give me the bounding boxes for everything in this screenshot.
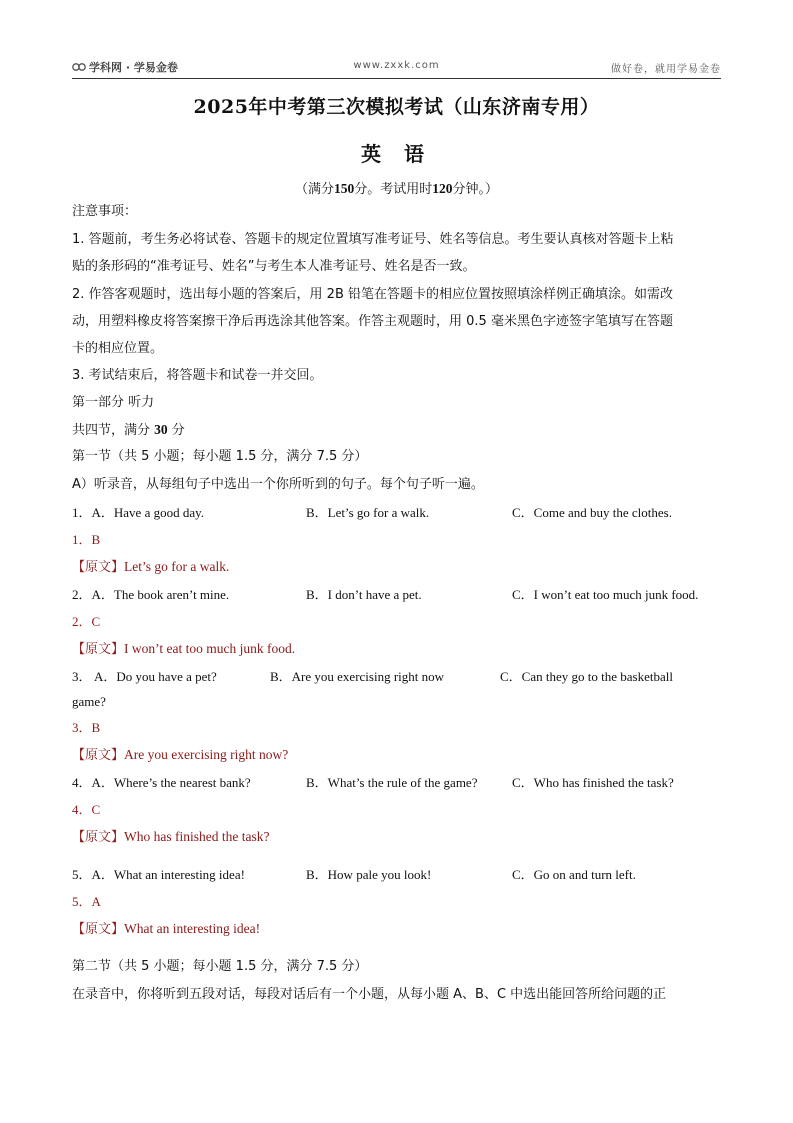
question-3-option-b: B．Are you exercising right now [270, 669, 445, 684]
question-3-option-c-continued: game? [72, 694, 106, 709]
question-4-answer: 4．C [72, 802, 101, 817]
exam-subject: 英 语 [361, 142, 432, 166]
part1-total-score: 30 [154, 422, 168, 437]
original-label: 【原文】 [72, 922, 125, 937]
page-header [72, 58, 721, 79]
note-2-line-2: 动，用塑料橡皮将答案擦干净后再选涂其他答案。作答主观题时，用 0.5 毫米黑色字迹签字笔填写在答题 [72, 314, 673, 329]
brand-name: 学科网 · 学易金卷 [89, 61, 178, 74]
question-4-option-c: C．Who has finished the task? [512, 775, 674, 790]
part1-summary-post: 分 [167, 423, 185, 438]
section1-instruction: A）听录音，从每组句子中选出一个你所听到的句子。每个句子听一遍。 [72, 477, 484, 492]
question-5-answer: 5．A [72, 894, 101, 909]
part1-summary [72, 421, 185, 440]
question-3-original [72, 746, 288, 765]
note-3: 3. 考试结束后，将答题卡和试卷一并交回。 [72, 368, 323, 383]
original-text: Let’s go for a walk. [124, 559, 230, 574]
note-2-line-1: 2. 作答客观题时，选出每小题的答案后，用 2B 铅笔在答题卡的相应位置按照填涂样例正确填涂。如需改 [72, 287, 673, 302]
section1-heading: 第一节（共 5 小题；每小题 1.5 分，满分 7.5 分） [72, 449, 368, 464]
question-1-option-c: C．Come and buy the clothes. [512, 505, 672, 520]
question-2-original [72, 640, 295, 659]
original-label: 【原文】 [72, 642, 125, 657]
question-5-option-c: C．Go on and turn left. [512, 867, 636, 882]
question-5-original [72, 920, 260, 939]
question-3-answer: 3．B [72, 720, 101, 735]
question-1-answer: 1．B [72, 532, 101, 547]
question-3-option-c: C．Can they go to the basketball [500, 669, 673, 684]
original-text: Who has finished the task? [124, 829, 270, 844]
header-slogan: 做好卷，就用学易金卷 [611, 64, 721, 75]
part1-heading: 第一部分 听力 [72, 395, 155, 410]
part1-summary-pre: 共四节，满分 [72, 423, 155, 438]
question-2-option-a: 2．A．The book aren’t mine. [72, 587, 230, 602]
original-label: 【原文】 [72, 830, 125, 845]
note-1-line-2: 贴的条形码的“准考证号、姓名”与考生本人准考证号、姓名是否一致。 [72, 259, 476, 274]
original-label: 【原文】 [72, 560, 125, 575]
original-text: I won’t eat too much junk food. [124, 641, 296, 656]
score-time: 120 [432, 181, 453, 196]
question-2-option-b: B．I don’t have a pet. [306, 587, 422, 602]
original-text: What an interesting idea! [124, 921, 261, 936]
notes-heading: 注意事项： [72, 204, 138, 219]
question-3-option-a: 3． A．Do you have a pet? [72, 669, 217, 684]
section2-instruction: 在录音中，你将听到五段对话，每段对话后有一个小题，从每小题 A、B、C 中选出能回答所给问题的正 [72, 987, 667, 1002]
score-note [0, 178, 793, 197]
question-1-original [72, 558, 229, 577]
question-4-original [72, 828, 269, 847]
original-text: Are you exercising right now? [124, 747, 289, 762]
site-url: www.zxxk.com [353, 60, 440, 71]
note-1-line-1: 1. 答题前，考生务必将试卷、答题卡的规定位置填写准考证号、姓名等信息。考生要认真核对答题卡上粘 [72, 232, 674, 247]
score-note-pre: （满分 [294, 182, 334, 197]
section2-heading: 第二节（共 5 小题；每小题 1.5 分，满分 7.5 分） [72, 959, 368, 974]
question-4-option-b: B．What’s the rule of the game? [306, 775, 478, 790]
score-total: 150 [333, 181, 355, 196]
question-1-option-a: 1．A．Have a good day. [72, 505, 205, 520]
question-2-answer: 2．C [72, 614, 101, 629]
question-4-option-a: 4．A．Where’s the nearest bank? [72, 775, 251, 790]
question-5-option-a: 5．A．What an interesting idea! [72, 867, 245, 882]
exam-title: 2025年中考第三次模拟考试（山东济南专用） [193, 96, 600, 118]
note-2-line-3: 卡的相应位置。 [72, 341, 164, 356]
question-5-option-b: B．How pale you look! [306, 867, 432, 882]
question-2-option-c: C．I won’t eat too much junk food. [512, 587, 699, 602]
original-label: 【原文】 [72, 748, 125, 763]
score-note-post: 分钟。） [452, 182, 499, 197]
score-note-mid: 分。考试用时 [354, 182, 433, 197]
question-1-option-b: B．Let’s go for a walk. [306, 505, 430, 520]
